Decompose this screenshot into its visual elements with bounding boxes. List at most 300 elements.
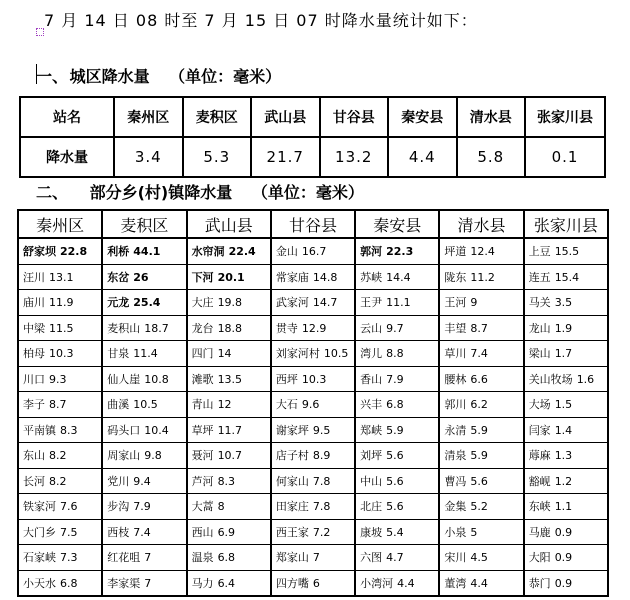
county-header: 秦安县: [355, 210, 439, 238]
town-name: 马鹿: [528, 525, 551, 539]
town-name: 马关: [528, 296, 551, 310]
town-cell: [524, 468, 608, 494]
town-name: 何家山: [275, 474, 309, 488]
town-precipitation-value: 5.6: [386, 500, 404, 514]
town-precipitation-value: 1.3: [554, 449, 573, 463]
town-precipitation-value: 6: [312, 576, 320, 590]
town-name: 石家峡: [23, 551, 56, 565]
town-cell: [18, 341, 102, 367]
town-cell: [18, 417, 102, 443]
town-precipitation-value: 5: [470, 525, 478, 539]
town-cell: [187, 341, 271, 367]
town-cell: [271, 494, 355, 520]
town-cell: [439, 366, 523, 392]
station-name: 武山县: [251, 97, 320, 137]
station-name: 清水县: [457, 97, 526, 137]
city-header-row: [20, 97, 605, 137]
town-precipitation-value: 11.2: [470, 270, 495, 284]
county-header: 清水县: [439, 210, 523, 238]
town-cell: [439, 392, 523, 418]
town-name: 丰望: [444, 321, 467, 335]
town-precipitation-value: 7: [144, 576, 152, 590]
town-cell: [271, 392, 355, 418]
town-cell: [102, 417, 186, 443]
section-number: 一、: [36, 67, 69, 86]
town-name: 董湾: [444, 576, 467, 590]
town-cell: [18, 290, 102, 316]
field-marker: [36, 28, 44, 36]
town-name: 梁山: [528, 347, 551, 361]
town-precipitation-value: 44.1: [133, 245, 161, 259]
town-name: 蓐麻: [528, 449, 551, 463]
town-cell: [524, 392, 608, 418]
town-name: 李家渠: [107, 576, 141, 590]
table-row: [18, 366, 608, 392]
town-cell: [102, 494, 186, 520]
town-precipitation-value: 19.8: [217, 296, 243, 310]
town-cell: [439, 570, 523, 596]
town-name: 汪川: [23, 270, 45, 284]
county-header: 麦积区: [102, 210, 186, 238]
town-name: 兴丰: [360, 398, 383, 412]
town-precipitation-value: 20.1: [217, 270, 245, 284]
town-precipitation-value: 7: [312, 551, 320, 565]
town-cell: [187, 315, 271, 341]
table-row: [18, 545, 608, 571]
town-precipitation-value: 13.5: [217, 372, 243, 386]
town-cell: [187, 468, 271, 494]
town-precipitation-value: 15.5: [554, 245, 580, 259]
town-name: 温泉: [191, 551, 214, 565]
town-precipitation-value: 1.5: [554, 398, 573, 412]
section-label: 部分乡(村)镇降水量: [89, 183, 233, 202]
table-row: [18, 443, 608, 469]
town-precipitation-value: 10.5: [133, 398, 158, 412]
town-cell: [271, 290, 355, 316]
precipitation-value: 3.4: [114, 137, 183, 177]
town-precipitation-value: 11.1: [386, 296, 411, 310]
county-header: 甘谷县: [271, 210, 355, 238]
town-cell: [271, 341, 355, 367]
town-name: 党川: [107, 474, 130, 488]
page-title: 7 月 14 日 08 时至 7 月 15 日 07 时降水量统计如下：: [44, 11, 478, 30]
town-name: 谢家坪: [275, 423, 309, 437]
town-name: 刘家河村: [275, 347, 320, 361]
town-cell: [524, 545, 608, 571]
town-precipitation-value: 8.2: [49, 449, 67, 463]
town-precipitation-value: 7.6: [60, 500, 78, 514]
town-name: 长河: [23, 474, 45, 488]
town-name: 店子村: [275, 449, 309, 463]
town-cell: [524, 494, 608, 520]
section-heading-city: [36, 64, 281, 87]
precipitation-value: 4.4: [388, 137, 457, 177]
town-precipitation-value: 16.7: [301, 245, 327, 259]
town-precipitation-value: 6.8: [217, 551, 236, 565]
town-precipitation-value: 7.9: [133, 500, 151, 514]
station-name: 麦积区: [183, 97, 252, 137]
town-name: 四门: [191, 347, 214, 361]
town-name: 云山: [360, 321, 383, 335]
station-name: 张家川县: [525, 97, 605, 137]
town-cell: [439, 315, 523, 341]
town-name: 下河: [191, 270, 214, 284]
town-cell: [102, 366, 186, 392]
town-cell: [439, 264, 523, 290]
table-row: [18, 570, 608, 596]
town-precipitation-value: 3.5: [554, 296, 573, 310]
town-name: 庙川: [23, 296, 45, 310]
station-name: 甘谷县: [320, 97, 389, 137]
town-precipitation-value: 22.4: [228, 245, 256, 259]
town-cell: [355, 392, 439, 418]
town-cell: [271, 366, 355, 392]
town-cell: [439, 290, 523, 316]
town-cell: [18, 545, 102, 571]
town-precipitation-value: 14: [217, 347, 232, 361]
town-cell: [102, 443, 186, 469]
town-precipitation-value: 8.3: [217, 474, 236, 488]
town-precipitation-value: 4.5: [470, 551, 488, 565]
town-cell: [439, 545, 523, 571]
town-name: 曲溪: [107, 398, 130, 412]
town-precipitation-value: 4.4: [397, 576, 415, 590]
town-name: 金山: [275, 245, 298, 259]
town-cell: [524, 570, 608, 596]
town-name: 铁家河: [23, 500, 56, 514]
town-cell: [355, 545, 439, 571]
town-name: 西坪: [275, 372, 298, 386]
town-precipitation-value: 10.5: [323, 347, 349, 361]
town-precipitation-value: 8.3: [60, 423, 78, 437]
town-precipitation-value: 4.4: [470, 576, 488, 590]
precipitation-value: 13.2: [320, 137, 389, 177]
town-name: 中山: [360, 474, 383, 488]
town-name: 腰林: [444, 372, 467, 386]
town-name: 连五: [528, 270, 551, 284]
precipitation-label: 降水量: [20, 137, 114, 177]
town-name: 王河: [444, 296, 467, 310]
town-precipitation-value: 11.9: [49, 296, 74, 310]
town-name: 舒家坝: [23, 245, 56, 259]
town-cell: [271, 238, 355, 264]
town-name: 大门乡: [23, 525, 56, 539]
town-cell: [271, 443, 355, 469]
town-precipitation-value: 7.9: [386, 372, 404, 386]
town-precipitation-value: 6.8: [386, 398, 404, 412]
town-name: 刘坪: [360, 449, 383, 463]
town-precipitation-value: 9.3: [49, 372, 67, 386]
town-cell: [102, 341, 186, 367]
table-row: [18, 392, 608, 418]
town-name: 小天水: [23, 576, 56, 590]
town-cell: [18, 238, 102, 264]
town-name: 大蒿: [191, 500, 214, 514]
town-cell: [439, 443, 523, 469]
table-row: [18, 238, 608, 264]
town-name: 柏母: [23, 347, 45, 361]
town-cell: [524, 341, 608, 367]
town-cell: [355, 341, 439, 367]
town-name: 宋川: [444, 551, 467, 565]
town-cell: [18, 315, 102, 341]
precipitation-value: 5.8: [457, 137, 526, 177]
town-name: 常家庙: [275, 270, 309, 284]
section-unit: （单位：毫米）: [169, 67, 282, 86]
town-name: 闫家: [528, 423, 551, 437]
town-cell: [187, 366, 271, 392]
town-precipitation-value: 15.4: [554, 270, 580, 284]
town-name: 永清: [444, 423, 467, 437]
town-cell: [524, 366, 608, 392]
town-name: 麦积山: [107, 321, 141, 335]
town-name: 小湾河: [360, 576, 394, 590]
town-name: 水帘洞: [191, 245, 225, 259]
town-name: 李子: [23, 398, 45, 412]
town-cell: [187, 290, 271, 316]
town-precipitation-value: 7.8: [312, 474, 331, 488]
town-name: 西王家: [275, 525, 309, 539]
town-cell: [271, 315, 355, 341]
town-header-row: [18, 210, 608, 238]
town-name: 码头口: [107, 423, 141, 437]
town-cell: [18, 366, 102, 392]
town-cell: [524, 417, 608, 443]
town-precipitation-value: 5.6: [386, 474, 404, 488]
town-precipitation-value: 1.6: [576, 372, 595, 386]
town-name: 西山: [191, 525, 214, 539]
town-cell: [524, 315, 608, 341]
town-precipitation-value: 8.7: [470, 321, 488, 335]
town-cell: [187, 417, 271, 443]
station-name: 秦州区: [114, 97, 183, 137]
town-precipitation-value: 6.9: [217, 525, 236, 539]
town-name: 西枝: [107, 525, 130, 539]
town-name: 川口: [23, 372, 45, 386]
town-name: 康坡: [360, 525, 383, 539]
town-cell: [187, 238, 271, 264]
town-precipitation-value: 12.4: [470, 245, 495, 259]
town-cell: [439, 519, 523, 545]
town-name: 平南镇: [23, 423, 56, 437]
table-row: [18, 290, 608, 316]
town-cell: [524, 238, 608, 264]
town-name: 北庄: [360, 500, 383, 514]
town-precipitation-value: 11.5: [49, 321, 74, 335]
town-cell: [355, 366, 439, 392]
town-name: 贯寺: [275, 321, 298, 335]
town-cell: [187, 264, 271, 290]
town-precipitation-value: 1.4: [554, 423, 573, 437]
town-precipitation-value: 8.2: [49, 474, 67, 488]
town-cell: [355, 443, 439, 469]
table-row: [18, 417, 608, 443]
town-name: 红花咀: [107, 551, 141, 565]
town-cell: [18, 443, 102, 469]
town-cell: [187, 570, 271, 596]
town-name: 利桥: [107, 245, 130, 259]
town-name: 大阳: [528, 551, 551, 565]
town-cell: [18, 519, 102, 545]
town-precipitation-value: 18.7: [144, 321, 169, 335]
town-name: 大石: [275, 398, 298, 412]
town-name: 龙山: [528, 321, 551, 335]
town-precipitation-value: 6.6: [470, 372, 488, 386]
town-cell: [102, 570, 186, 596]
town-cell: [524, 519, 608, 545]
town-name: 东峡: [528, 500, 551, 514]
table-row: [18, 519, 608, 545]
town-precipitation-value: 1.7: [554, 347, 573, 361]
town-cell: [102, 392, 186, 418]
town-precipitation-value: 0.9: [554, 576, 573, 590]
town-precipitation-value: 9.4: [133, 474, 151, 488]
town-precipitation-value: 7.5: [60, 525, 78, 539]
town-name: 郭河: [360, 245, 383, 259]
town-cell: [271, 545, 355, 571]
town-precipitation-value: 8.9: [312, 449, 331, 463]
town-cell: [439, 341, 523, 367]
town-cell: [102, 264, 186, 290]
town-name: 六图: [360, 551, 383, 565]
town-precipitation-value: 10.4: [144, 423, 169, 437]
town-name: 郑峡: [360, 423, 383, 437]
town-precipitation-value: 10.3: [301, 372, 327, 386]
town-cell: [18, 264, 102, 290]
town-name: 武家河: [275, 296, 309, 310]
town-precipitation-value: 0.9: [554, 551, 573, 565]
city-precipitation-table: [19, 96, 606, 178]
town-precipitation-value: 22.8: [60, 245, 88, 259]
town-precipitation-value: 8.7: [49, 398, 67, 412]
town-precipitation-value: 5.9: [470, 449, 488, 463]
town-precipitation-value: 14.4: [386, 270, 411, 284]
town-cell: [187, 545, 271, 571]
town-cell: [102, 545, 186, 571]
town-cell: [524, 290, 608, 316]
town-name: 中梁: [23, 321, 45, 335]
town-cell: [439, 238, 523, 264]
town-precipitation-value: 8: [217, 500, 225, 514]
town-precipitation-value: 12.9: [301, 321, 327, 335]
town-precipitation-value: 18.8: [217, 321, 243, 335]
town-name: 王尹: [360, 296, 383, 310]
town-precipitation-value: 5.9: [386, 423, 404, 437]
town-name: 东岔: [107, 270, 130, 284]
section-number: 二、: [36, 183, 69, 202]
section-unit: （单位：毫米）: [251, 183, 364, 202]
town-precipitation-value: 10.7: [217, 449, 243, 463]
town-name: 郑家山: [275, 551, 309, 565]
town-precipitation-value: 1.9: [554, 321, 573, 335]
town-cell: [355, 290, 439, 316]
town-name: 郭川: [444, 398, 467, 412]
town-precipitation-value: 7.4: [133, 525, 151, 539]
town-precipitation-value: 7.3: [60, 551, 78, 565]
town-precipitation-table: [17, 209, 609, 597]
town-precipitation-value: 9: [470, 296, 478, 310]
section-heading-towns: [36, 180, 364, 203]
town-precipitation-value: 5.6: [470, 474, 488, 488]
town-name: 香山: [360, 372, 383, 386]
town-name: 东山: [23, 449, 45, 463]
town-name: 大场: [528, 398, 551, 412]
town-cell: [355, 570, 439, 596]
town-precipitation-value: 12: [217, 398, 232, 412]
town-precipitation-value: 6.8: [60, 576, 78, 590]
town-name: 豁岘: [528, 474, 551, 488]
town-precipitation-value: 7: [144, 551, 152, 565]
town-cell: [355, 519, 439, 545]
town-precipitation-value: 0.9: [554, 525, 573, 539]
town-precipitation-value: 10.3: [49, 347, 74, 361]
table-row: [18, 315, 608, 341]
town-cell: [524, 443, 608, 469]
town-cell: [18, 392, 102, 418]
town-cell: [355, 468, 439, 494]
town-name: 滩歌: [191, 372, 214, 386]
town-cell: [355, 264, 439, 290]
town-name: 草川: [444, 347, 467, 361]
town-name: 坪道: [444, 245, 467, 259]
station-name: 秦安县: [388, 97, 457, 137]
town-name: 草坪: [191, 423, 214, 437]
city-value-row: [20, 137, 605, 177]
town-precipitation-value: 5.6: [386, 449, 404, 463]
town-name: 湾儿: [360, 347, 383, 361]
town-name: 清泉: [444, 449, 467, 463]
town-cell: [439, 468, 523, 494]
town-cell: [187, 519, 271, 545]
town-precipitation-value: 1.1: [554, 500, 573, 514]
town-name: 青山: [191, 398, 214, 412]
table-row: [18, 264, 608, 290]
town-cell: [271, 519, 355, 545]
town-name: 周家山: [107, 449, 141, 463]
county-header: 武山县: [187, 210, 271, 238]
town-precipitation-value: 11.7: [217, 423, 243, 437]
town-name: 恭门: [528, 576, 551, 590]
town-cell: [102, 315, 186, 341]
town-cell: [355, 315, 439, 341]
town-name: 元龙: [107, 296, 130, 310]
town-cell: [524, 264, 608, 290]
county-header: 秦州区: [18, 210, 102, 238]
town-cell: [18, 468, 102, 494]
town-name: 甘泉: [107, 347, 130, 361]
town-precipitation-value: 7.4: [470, 347, 488, 361]
town-name: 龙台: [191, 321, 214, 335]
town-cell: [102, 290, 186, 316]
town-precipitation-value: 5.2: [470, 500, 488, 514]
town-cell: [355, 494, 439, 520]
town-cell: [439, 494, 523, 520]
town-name: 陇东: [444, 270, 467, 284]
town-name: 曹冯: [444, 474, 467, 488]
town-name: 上豆: [528, 245, 551, 259]
town-cell: [187, 392, 271, 418]
precipitation-value: 0.1: [525, 137, 605, 177]
town-precipitation-value: 22.3: [386, 245, 414, 259]
town-precipitation-value: 7.8: [312, 500, 331, 514]
town-cell: [355, 238, 439, 264]
town-precipitation-value: 9.8: [144, 449, 162, 463]
town-cell: [355, 417, 439, 443]
town-precipitation-value: 6.2: [470, 398, 488, 412]
town-name: 步沟: [107, 500, 130, 514]
town-precipitation-value: 14.8: [312, 270, 338, 284]
town-name: 四方嘴: [275, 576, 309, 590]
